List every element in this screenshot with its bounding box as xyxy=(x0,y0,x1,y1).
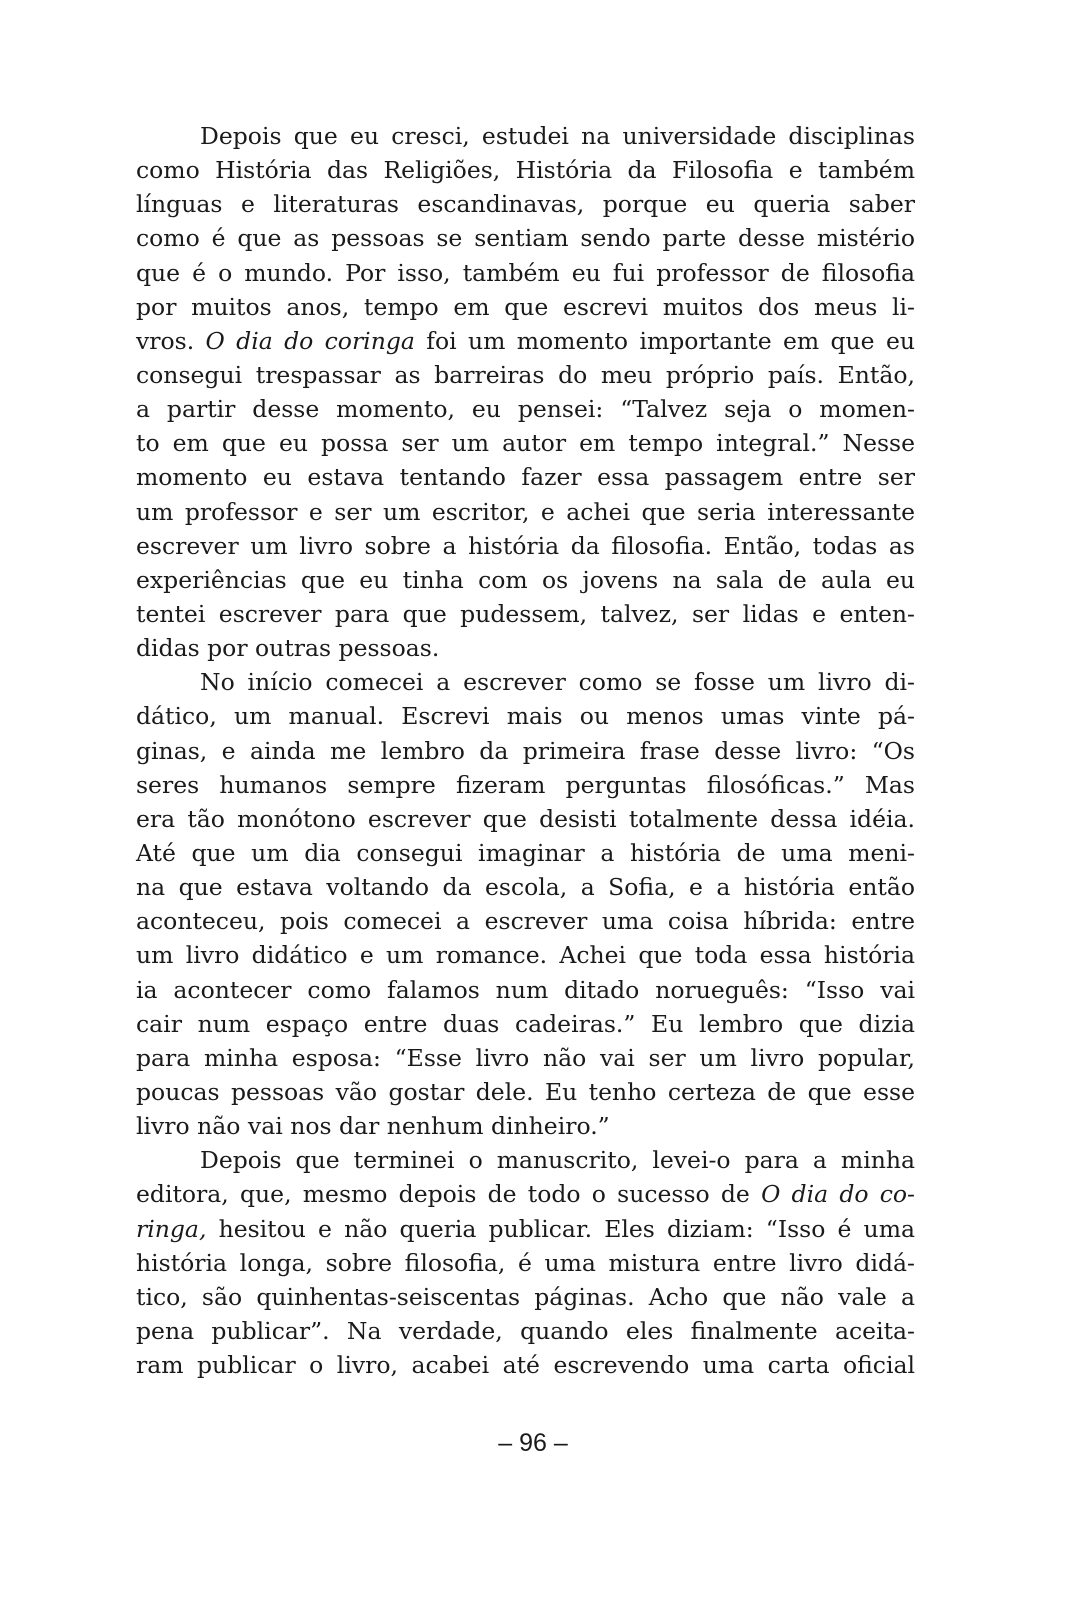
text-line: No início comecei a escrever como se fosse um livro di- xyxy=(200,668,915,697)
text-line: como é que as pessoas se sentiam sendo parte desse mistério xyxy=(136,224,915,253)
text-line: seres humanos sempre fizeram perguntas filosóficas.” Mas xyxy=(136,770,915,799)
book-title-italic: O dia do co- xyxy=(761,1180,915,1209)
paragraph xyxy=(136,119,915,665)
text-line: didas por outras pessoas. xyxy=(136,634,440,663)
text-line: para minha esposa: “Esse livro não vai ser um livro popular, xyxy=(136,1043,915,1072)
text-line: línguas e literaturas escandinavas, porque eu queria saber xyxy=(136,190,915,219)
text-line: história longa, sobre filosofia, é uma mistura entre livro didá- xyxy=(136,1248,915,1277)
text-line: to em que eu possa ser um autor em tempo integral.” Nesse xyxy=(136,429,915,458)
text-line: vros. O dia do coringa foi um momento importante em que eu xyxy=(136,326,915,355)
text-line: era tão monótono escrever que desisti totalmente dessa idéia. xyxy=(136,804,915,833)
text-line: dático, um manual. Escrevi mais ou menos umas vinte pá- xyxy=(136,702,915,731)
text-line: aconteceu, pois comecei a escrever uma coisa híbrida: entre xyxy=(136,907,915,936)
text-line: Depois que eu cresci, estudei na universidade disciplinas xyxy=(200,122,915,150)
text-line: consegui trespassar as barreiras do meu próprio país. Então, xyxy=(136,360,915,389)
body-text xyxy=(136,119,915,1382)
text-line: ram publicar o livro, acabei até escrevendo uma carta oficial xyxy=(136,1351,915,1380)
text-line: que é o mundo. Por isso, também eu fui professor de filosofia xyxy=(136,258,915,287)
book-title-italic: O dia do coringa xyxy=(205,326,415,355)
page-number: – 96 – xyxy=(498,1429,568,1457)
text-line: editora, que, mesmo depois de todo o sucesso de O dia do co- xyxy=(136,1180,915,1209)
text-line: por muitos anos, tempo em que escrevi muitos dos meus li- xyxy=(136,292,915,321)
text-line: um livro didático e um romance. Achei que toda essa história xyxy=(136,941,915,970)
text-line: ia acontecer como falamos num ditado norueguês: “Isso vai xyxy=(136,975,915,1004)
text-line: como História das Religiões, História da Filosofia e também xyxy=(136,156,915,185)
text-line: ringa, hesitou e não queria publicar. Eles diziam: “Isso é uma xyxy=(136,1214,915,1243)
text-line: Até que um dia consegui imaginar a história de uma meni- xyxy=(136,838,915,867)
text-line: tentei escrever para que pudessem, talvez, ser lidas e enten- xyxy=(136,599,915,628)
text-line: pena publicar”. Na verdade, quando eles finalmente aceita- xyxy=(136,1316,915,1345)
text-line: escrever um livro sobre a história da filosofia. Então, todas as xyxy=(136,531,915,560)
text-line: tico, são quinhentas-seiscentas páginas. Acho que não vale a xyxy=(136,1282,915,1311)
text-line: cair num espaço entre duas cadeiras.” Eu lembro que dizia xyxy=(136,1009,915,1038)
book-title-italic: ringa, xyxy=(136,1214,207,1243)
paragraph xyxy=(136,665,915,1143)
text-line: experiências que eu tinha com os jovens na sala de aula eu xyxy=(136,565,915,594)
text-line: um professor e ser um escritor, e achei que seria interessante xyxy=(136,497,915,526)
text-line: na que estava voltando da escola, a Sofia, e a história então xyxy=(136,873,915,902)
text-line: a partir desse momento, eu pensei: “Talvez seja o momen- xyxy=(136,395,915,424)
paragraph xyxy=(136,1143,915,1382)
text-line: Depois que terminei o manuscrito, levei-o para a minha xyxy=(200,1146,915,1175)
text-line: momento eu estava tentando fazer essa passagem entre ser xyxy=(136,463,915,492)
text-line: poucas pessoas vão gostar dele. Eu tenho certeza de que esse xyxy=(136,1077,915,1106)
text-line: ginas, e ainda me lembro da primeira frase desse livro: “Os xyxy=(136,736,915,765)
text-line: livro não vai nos dar nenhum dinheiro.” xyxy=(136,1112,610,1141)
